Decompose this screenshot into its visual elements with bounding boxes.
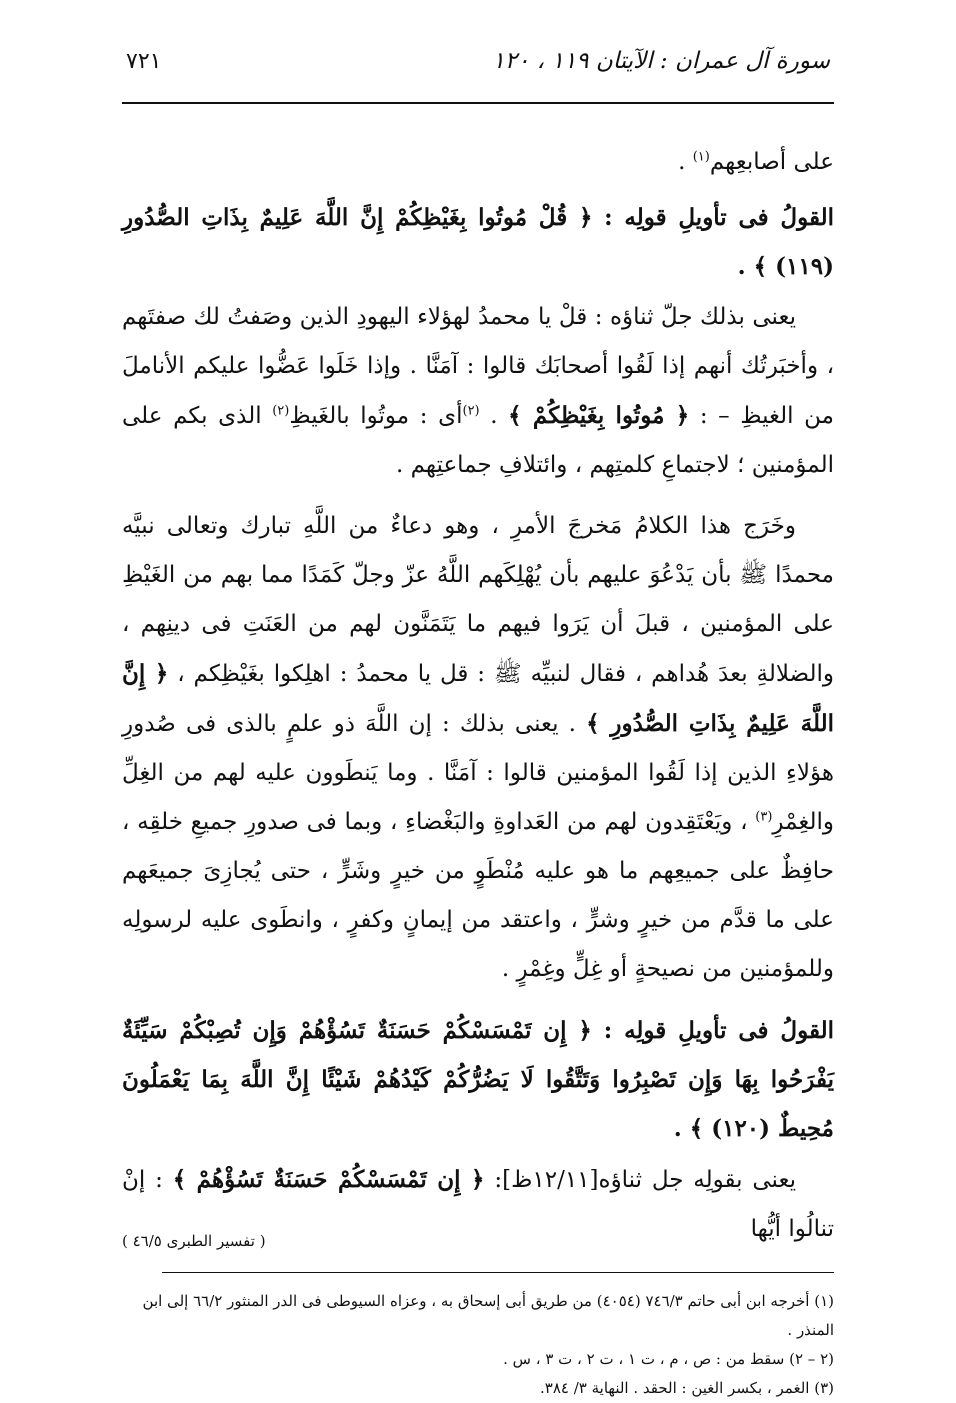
volume-reference: ( تفسير الطبرى ٤٦/٥ ) [122,1232,266,1250]
footnote-marker-3: (٣) [755,809,773,825]
footnote-3: (٣) الغمر ، بكسر الغين : الحقد . النهاية ٣/ ٣٨٤. [540,1379,834,1397]
manuscript-ref: [١٢/١١ظ] [502,1167,599,1193]
section-heading-120: القولُ فى تأويلِ قولِه : ﴿ إِن تَمْسَسْكُمْ حَسَنَةٌ تَسُؤْهُمْ وَإِن تُصِبْكُمْ سَيِّئَةٌ يَفْرَحُوا بِهَا وَإِن تَصْبِرُوا وَتَتَّقُوا لَا يَضُرُّكُمْ كَيْدُهُمْ شَيْئًا إِنَّ اللَّهَ بِمَا يَعْمَلُونَ مُحِيطٌ (١٢٠) ﴾ . [122,1017,834,1142]
quran-quote: ﴿ مُوتُوا بِغَيْظِكُمْ ﴾ [508,402,690,429]
page-number: ٧٢١ [126,49,162,74]
paragraph-commentary-3: يعنى بقولِه جل ثناؤه[١٢/١١ظ]: ﴿ إِن تَمْسَسْكُمْ حَسَنَةٌ تَسُؤْهُمْ ﴾ : إنْ تنالُوا أيُّها [122,1166,834,1242]
paragraph-commentary-2: وخَرَج هذا الكلامُ مَخرجَ الأمرِ ، وهو دعاءٌ من اللَّهِ تبارك وتعالى نبيَّه محمدًا ﷺ بأن يَدْعُوَ عليهم بأن يُهْلِكَهم اللَّهُ عزّ وجلّ كَمَدًا مما بهم من الغَيْظِ على المؤمنين ، قبلَ أن يَرَوا فيهم ما يَتَمَنَّون لهم من العَنَتِ فى دينِهم ، والضلالةِ بعدَ هُداهم ، فقال لنبيِّه ﷺ : قل يا محمدُ : اهلِكوا بغَيْظِكم ، ﴿ إِنَّ اللَّهَ عَلِيمٌ بِذَاتِ الصُّدُورِ ﴾ . يعنى بذلك : إن اللَّهَ ذو علمٍ بالذى فى صُدورِ هؤلاءِ الذين إذا لَقُوا المؤمنين قالوا : آمَنَّا . وما يَنطَوون عليه لهم من الغِلِّ والغِمْرِ$^{(٣)}$ ، ويَعْتَقِدون لهم من العَداوةِ والبَغْضاءِ ، وبما فى صدورِ جميعِ خلقِه ، حافِظٌ على جميعِهم ما هو عليه مُنْطَوٍ من خيرٍ وشَرٍّ ، حتى يُجازِىَ جميعَهم على ما قدَّم من خيرٍ وشرٍّ ، واعتقد من إيمانٍ وكفرٍ ، وانطَوى عليه لرسولِه وللمؤمنين من نصيحةٍ أو غِلٍّ وغِمْرٍ . [122,513,835,982]
section-heading-119: القولُ فى تأويلِ قولِه : ﴿ قُلْ مُوتُوا بِغَيْظِكُمْ إِنَّ اللَّهَ عَلِيمٌ بِذَاتِ الصُّدُورِ (١١٩) ﴾ . [122,204,834,280]
quran-quote: ﴿ إِنَّ اللَّهَ عَلِيمٌ بِذَاتِ الصُّدُورِ ﴾ [122,660,835,737]
quran-quote: ﴿ إِن تَمْسَسْكُمْ حَسَنَةٌ تَسُؤْهُمْ ﴾ [172,1166,485,1193]
footnotes [122,1287,834,1403]
quran-verse-119: ﴿ قُلْ مُوتُوا بِغَيْظِكُمْ إِنَّ اللَّهَ عَلِيمٌ بِذَاتِ الصُّدُورِ (١١٩) ﴾ [122,204,834,280]
main-text [122,138,834,1254]
paragraph-commentary-1: يعنى بذلك جلّ ثناؤه : قلْ يا محمدُ لهؤلاء اليهودِ الذين وصَفتُ لك صفتَهم ، وأخبَرتُك أنهم إذا لَقُوا أصحابَك قالوا : آمَنَّا . وإذا خَلَوا عَضُّوا عليكم الأناملَ من الغيظِ – : ﴿ مُوتُوا بِغَيْظِكُمْ ﴾ . $^{(٢)}$أى : موتُوا بالغَيظِ$^{(٢)}$ الذى بكم على المؤمنين ؛ لاجتماعِ كلمتِهم ، وائتلافِ جماعتِهم . [122,304,834,478]
footnote-marker-1: (١) [692,149,710,165]
footnote-divider [162,1272,834,1273]
paragraph-continuation: على أصابعِهم$^{(١)}$ . [678,149,834,175]
footnote-marker-2-end: (٢) [272,403,290,419]
footnote-1: (١) أخرجه ابن أبى حاتم ٧٤٦/٣ (٤٠٥٤) من طريق أبى إسحاق به ، وعزاه السيوطى فى الدر المنثور ٦٦/٢ إلى ابن المنذر . [142,1292,834,1339]
running-header [122,48,834,104]
quran-verse-120: ﴿ إِن تَمْسَسْكُمْ حَسَنَةٌ تَسُؤْهُمْ وَإِن تُصِبْكُمْ سَيِّئَةٌ يَفْرَحُوا بِهَا وَإِن تَصْبِرُوا وَتَتَّقُوا لَا يَضُرُّكُمْ كَيْدُهُمْ شَيْئًا إِنَّ اللَّهَ بِمَا يَعْمَلُونَ مُحِيطٌ (١٢٠) ﴾ [122,1017,834,1142]
header-title: سورة آل عمران : الآيتان ١١٩ ، ١٢٠ [492,48,830,74]
footnote-marker-2: (٢) [462,403,480,419]
footnote-2: (٢ – ٢) سقط من : ص ، م ، ت ١ ، ت ٢ ، ت ٣ ، س . [503,1350,834,1368]
